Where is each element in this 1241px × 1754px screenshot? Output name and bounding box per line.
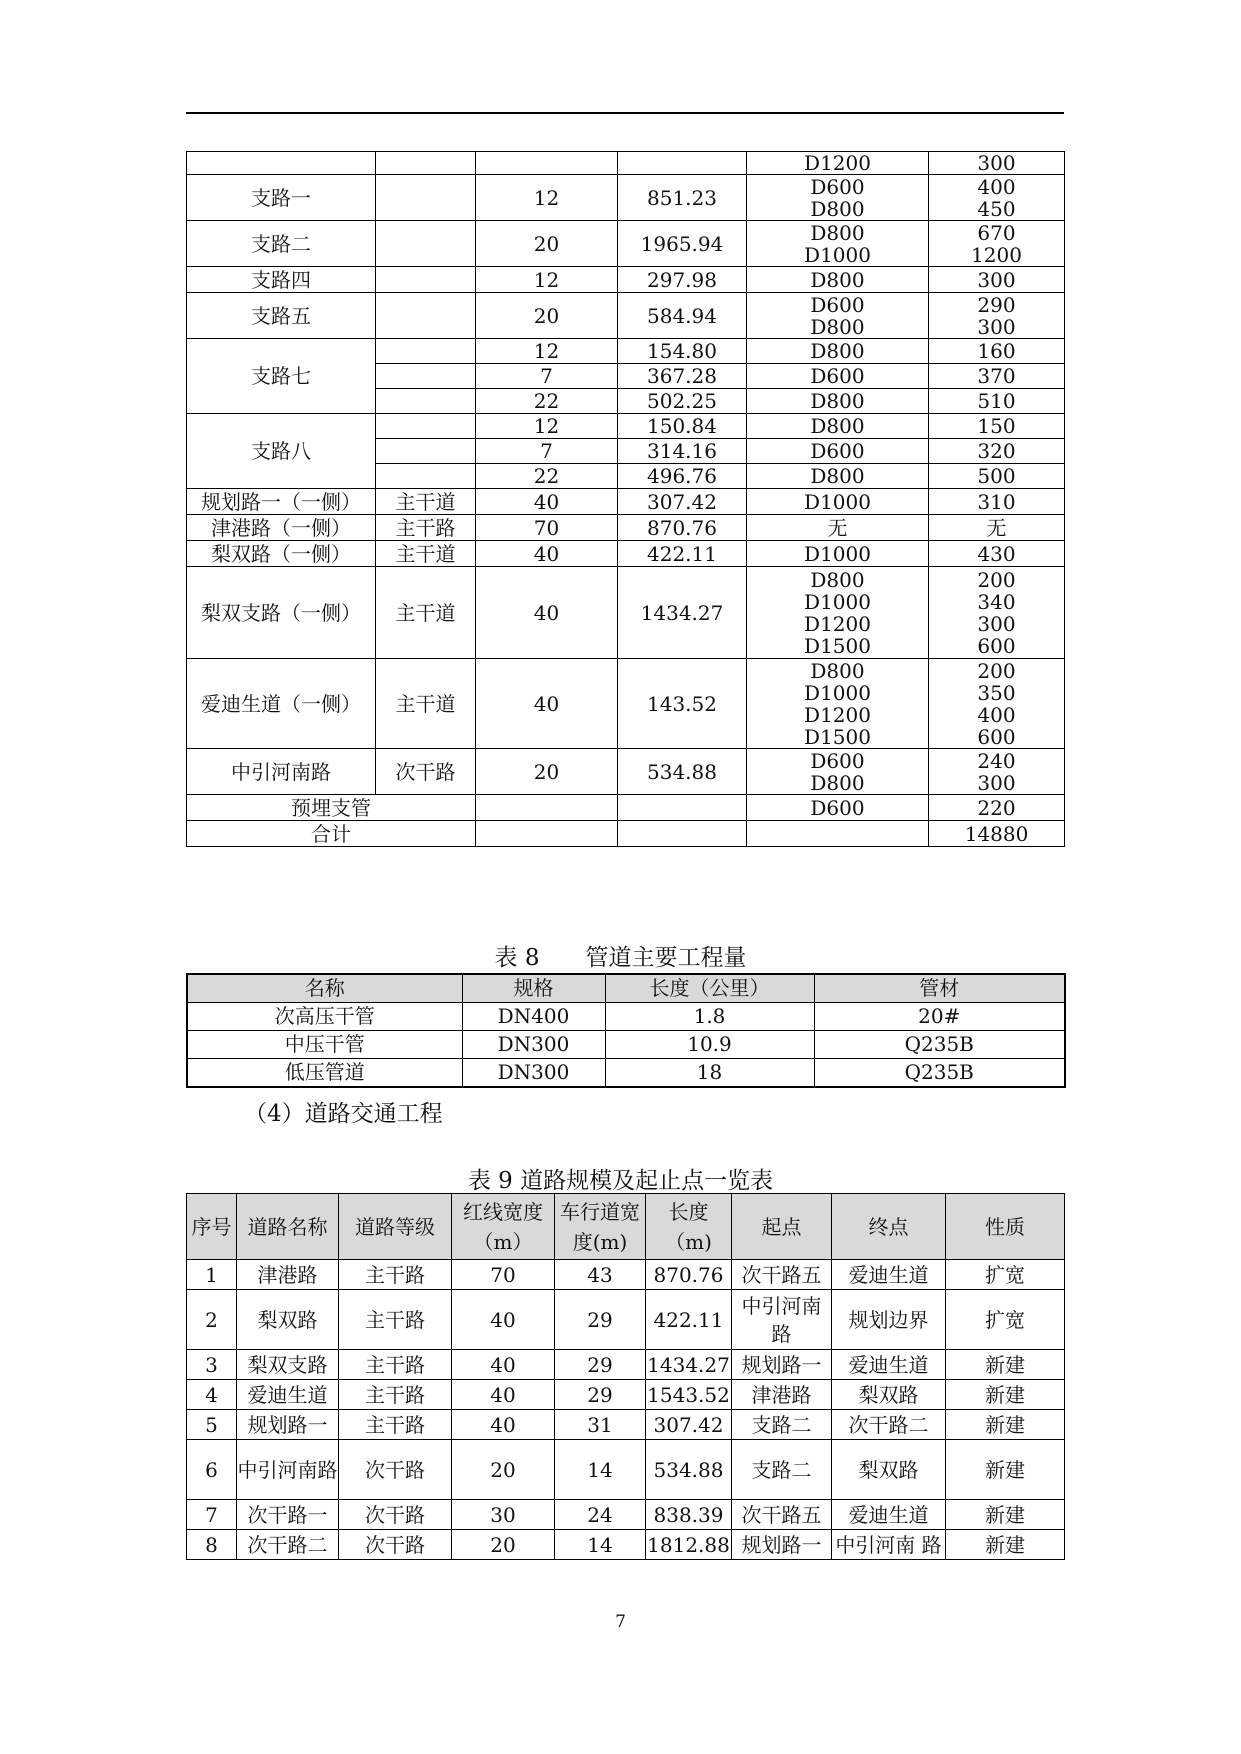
pipe-spec-cell: D1000 (747, 541, 929, 567)
table-row (187, 1003, 1065, 1031)
column-header: 管材 (814, 974, 1065, 1003)
pipe-qty-cell: 200 340 300 600 (929, 567, 1065, 659)
road-name-cell: 支路七 (187, 339, 376, 414)
road-name-cell: 支路五 (187, 293, 376, 339)
table-cell: 4 (187, 1380, 237, 1410)
road-type-cell (376, 221, 476, 267)
table-cell: 40 (452, 1290, 555, 1350)
table-cell: 梨双支路 (237, 1350, 339, 1380)
pipe-qty-cell: 400 450 (929, 175, 1065, 221)
pipe-qty-cell: 160 (929, 339, 1065, 364)
table-cell: 扩宽 (946, 1290, 1065, 1350)
road-name-cell: 支路二 (187, 221, 376, 267)
road-type-cell (376, 267, 476, 293)
column-header: 车行道宽度(m) (555, 1194, 646, 1260)
pipe-spec-cell (747, 821, 929, 847)
table-row (187, 1410, 1065, 1440)
table-cell: 新建 (946, 1410, 1065, 1440)
pipe-spec-cell: D800 (747, 389, 929, 414)
table-row (187, 1059, 1065, 1088)
width-cell: 7 (476, 364, 618, 389)
table9-caption: 表 9 道路规模及起止点一览表 (467, 1168, 774, 1194)
width-cell: 22 (476, 389, 618, 414)
length-cell: 314.16 (618, 439, 747, 464)
table-row (187, 567, 1065, 659)
pipe-spec-cell: D600 D800 (747, 293, 929, 339)
road-type-cell (376, 389, 476, 414)
length-cell: 307.42 (618, 489, 747, 515)
table-cell: 次干路 (339, 1530, 452, 1560)
table-cell: 梨双路 (832, 1440, 946, 1500)
length-cell: 1434.27 (618, 567, 747, 659)
length-cell: 422.11 (618, 541, 747, 567)
table-cell: 新建 (946, 1530, 1065, 1560)
table-cell: 6 (187, 1440, 237, 1500)
pipe-qty-cell: 370 (929, 364, 1065, 389)
page-number: 7 (615, 1612, 626, 1632)
table-cell: 534.88 (646, 1440, 732, 1500)
table-cell: 422.11 (646, 1290, 732, 1350)
width-cell: 20 (476, 293, 618, 339)
table-cell: 低压管道 (187, 1059, 462, 1088)
table-row (187, 821, 1065, 847)
table-row (187, 175, 1065, 221)
road-name-cell: 支路四 (187, 267, 376, 293)
road-type-cell (376, 293, 476, 339)
table-cell: 307.42 (646, 1410, 732, 1440)
table-row (187, 339, 1065, 364)
table-cell: 爱迪生道 (832, 1350, 946, 1380)
table-row (187, 1380, 1065, 1410)
table-cell: Q235B (814, 1031, 1065, 1059)
table-cell: 次干路五 (732, 1260, 832, 1290)
table-row (187, 267, 1065, 293)
road-name-cell: 中引河南路 (187, 749, 376, 795)
pipe-spec-cell: D600 (747, 439, 929, 464)
road-type-cell: 主干道 (376, 541, 476, 567)
width-cell: 40 (476, 541, 618, 567)
column-header: 长度（m) (646, 1194, 732, 1260)
table-cell: 40 (452, 1380, 555, 1410)
table-cell: 40 (452, 1350, 555, 1380)
table-cell: 1812.88 (646, 1530, 732, 1560)
header-rule (186, 112, 1064, 114)
table-cell: DN400 (462, 1003, 605, 1031)
road-type-cell (376, 152, 476, 175)
table-cell: 40 (452, 1410, 555, 1440)
column-header: 规格 (462, 974, 605, 1003)
table-cell: 次高压干管 (187, 1003, 462, 1031)
pipe-qty-cell: 510 (929, 389, 1065, 414)
width-cell (476, 821, 618, 847)
pipe-spec-cell: D800 (747, 339, 929, 364)
table-cell: 70 (452, 1260, 555, 1290)
road-type-cell (376, 439, 476, 464)
road-type-cell (376, 414, 476, 439)
pipe-qty-cell: 240 300 (929, 749, 1065, 795)
table-cell: 梨双路 (237, 1290, 339, 1350)
pipe-spec-cell: D600 (747, 795, 929, 821)
length-cell: 154.80 (618, 339, 747, 364)
pipe-qty-cell: 220 (929, 795, 1065, 821)
road-type-cell (376, 175, 476, 221)
table-cell: 838.39 (646, 1500, 732, 1530)
width-cell: 40 (476, 489, 618, 515)
road-name-cell: 规划路一（一侧） (187, 489, 376, 515)
length-cell: 534.88 (618, 749, 747, 795)
table-cell: 主干路 (339, 1350, 452, 1380)
table-row (187, 1290, 1065, 1350)
length-cell (618, 795, 747, 821)
width-cell: 7 (476, 439, 618, 464)
table-cell: DN300 (462, 1059, 605, 1088)
table-cell: 扩宽 (946, 1260, 1065, 1290)
column-header: 终点 (832, 1194, 946, 1260)
table-cell: 新建 (946, 1440, 1065, 1500)
length-cell: 150.84 (618, 414, 747, 439)
length-cell: 870.76 (618, 515, 747, 541)
column-header: 道路名称 (237, 1194, 339, 1260)
column-header: 名称 (187, 974, 462, 1003)
table-cell: 20# (814, 1003, 1065, 1031)
table-cell: 2 (187, 1290, 237, 1350)
column-header: 起点 (732, 1194, 832, 1260)
table-cell: 中引河南路 (237, 1440, 339, 1500)
table-row (187, 795, 1065, 821)
table-cell: 次干路 (339, 1440, 452, 1500)
pipe-spec-cell: D600 D800 (747, 175, 929, 221)
table-cell: 规划边界 (832, 1290, 946, 1350)
table-cell: 29 (555, 1380, 646, 1410)
width-cell: 22 (476, 464, 618, 489)
pipe-qty-cell: 150 (929, 414, 1065, 439)
table-header-row (187, 1194, 1065, 1260)
table-row (187, 541, 1065, 567)
table-cell: 中引河南 路 (832, 1530, 946, 1560)
road-type-cell (376, 339, 476, 364)
table-row (187, 659, 1065, 749)
pipe-qty-cell: 300 (929, 267, 1065, 293)
table-cell: 14 (555, 1530, 646, 1560)
table-cell: 新建 (946, 1380, 1065, 1410)
table-cell: 1 (187, 1260, 237, 1290)
width-cell: 12 (476, 339, 618, 364)
road-scale-table (186, 1193, 1065, 1560)
table-cell: 20 (452, 1440, 555, 1500)
pipe-qty-cell: 670 1200 (929, 221, 1065, 267)
table-cell: 29 (555, 1290, 646, 1350)
table-row (187, 749, 1065, 795)
column-header: 性质 (946, 1194, 1065, 1260)
length-cell (618, 152, 747, 175)
width-cell: 12 (476, 414, 618, 439)
table-cell: 18 (605, 1059, 814, 1088)
table-cell: 次干路五 (732, 1500, 832, 1530)
table-cell: 次干路二 (832, 1410, 946, 1440)
table-cell: 主干路 (339, 1260, 452, 1290)
table-cell: 870.76 (646, 1260, 732, 1290)
pipe-qty-cell: 300 (929, 152, 1065, 175)
table-cell: 次干路 (339, 1500, 452, 1530)
pipe-spec-cell: D800 (747, 267, 929, 293)
table-cell: 中压干管 (187, 1031, 462, 1059)
table-cell: 43 (555, 1260, 646, 1290)
pipe-spec-cell: D800 (747, 414, 929, 439)
column-header: 序号 (187, 1194, 237, 1260)
table-cell: 29 (555, 1350, 646, 1380)
table-row (187, 152, 1065, 175)
table-cell: 30 (452, 1500, 555, 1530)
road-type-cell (376, 464, 476, 489)
table-row (187, 221, 1065, 267)
table-cell: 3 (187, 1350, 237, 1380)
width-cell: 20 (476, 221, 618, 267)
road-type-cell: 主干路 (376, 515, 476, 541)
table-cell: 爱迪生道 (832, 1260, 946, 1290)
width-cell: 12 (476, 267, 618, 293)
pipe-qty-cell: 310 (929, 489, 1065, 515)
table-cell: 规划路一 (732, 1350, 832, 1380)
pipe-spec-cell: 无 (747, 515, 929, 541)
length-cell (618, 821, 747, 847)
width-cell: 20 (476, 749, 618, 795)
table-cell: 5 (187, 1410, 237, 1440)
table-row (187, 1350, 1065, 1380)
road-type-cell: 主干道 (376, 659, 476, 749)
pipe-qty-cell: 14880 (929, 821, 1065, 847)
column-header: 道路等级 (339, 1194, 452, 1260)
pipe-spec-cell: D600 (747, 364, 929, 389)
table-cell: 中引河南路 (732, 1290, 832, 1350)
table-row (187, 293, 1065, 339)
width-cell: 40 (476, 659, 618, 749)
pipeline-quantity-table (186, 973, 1066, 1088)
table8-caption: 表 8 管道主要工程量 (494, 945, 747, 971)
table-row (187, 1530, 1065, 1560)
pipe-network-table (186, 151, 1065, 847)
width-cell (476, 152, 618, 175)
table-cell: 8 (187, 1530, 237, 1560)
table-cell: 津港路 (237, 1260, 339, 1290)
table-cell: 1.8 (605, 1003, 814, 1031)
column-header: 红线宽度（m） (452, 1194, 555, 1260)
table-cell: 新建 (946, 1350, 1065, 1380)
road-name-cell: 合计 (187, 821, 476, 847)
width-cell: 70 (476, 515, 618, 541)
table-row (187, 1440, 1065, 1500)
column-header: 长度（公里） (605, 974, 814, 1003)
table-cell: 梨双路 (832, 1380, 946, 1410)
road-name-cell: 爱迪生道（一侧） (187, 659, 376, 749)
table-row (187, 489, 1065, 515)
width-cell: 12 (476, 175, 618, 221)
width-cell: 40 (476, 567, 618, 659)
table-row (187, 414, 1065, 439)
length-cell: 851.23 (618, 175, 747, 221)
road-name-cell: 支路一 (187, 175, 376, 221)
road-type-cell: 主干道 (376, 489, 476, 515)
length-cell: 496.76 (618, 464, 747, 489)
table-cell: 1434.27 (646, 1350, 732, 1380)
table-cell: 主干路 (339, 1380, 452, 1410)
width-cell (476, 795, 618, 821)
road-name-cell: 津港路（一侧） (187, 515, 376, 541)
road-name-cell: 梨双支路（一侧） (187, 567, 376, 659)
table-cell: 次干路二 (237, 1530, 339, 1560)
table-cell: 主干路 (339, 1410, 452, 1440)
pipe-qty-cell: 430 (929, 541, 1065, 567)
road-name-cell: 支路八 (187, 414, 376, 489)
table-cell: 24 (555, 1500, 646, 1530)
road-type-cell: 次干路 (376, 749, 476, 795)
section-heading: （4）道路交通工程 (244, 1101, 443, 1127)
pipe-spec-cell: D1000 (747, 489, 929, 515)
length-cell: 297.98 (618, 267, 747, 293)
road-name-cell (187, 152, 376, 175)
table-cell: 规划路一 (237, 1410, 339, 1440)
length-cell: 367.28 (618, 364, 747, 389)
pipe-qty-cell: 290 300 (929, 293, 1065, 339)
pipe-spec-cell: D800 D1000 (747, 221, 929, 267)
table-cell: 1543.52 (646, 1380, 732, 1410)
table-cell: 爱迪生道 (832, 1500, 946, 1530)
length-cell: 502.25 (618, 389, 747, 414)
pipe-qty-cell: 500 (929, 464, 1065, 489)
table-row (187, 1500, 1065, 1530)
table-cell: 次干路一 (237, 1500, 339, 1530)
pipe-qty-cell: 无 (929, 515, 1065, 541)
table-cell: 新建 (946, 1500, 1065, 1530)
table-cell: 津港路 (732, 1380, 832, 1410)
pipe-spec-cell: D600 D800 (747, 749, 929, 795)
table-row (187, 515, 1065, 541)
pipe-qty-cell: 320 (929, 439, 1065, 464)
table-cell: Q235B (814, 1059, 1065, 1088)
table-cell: 支路二 (732, 1440, 832, 1500)
road-type-cell (376, 364, 476, 389)
pipe-spec-cell: D800 (747, 464, 929, 489)
table-row (187, 1260, 1065, 1290)
table-cell: 31 (555, 1410, 646, 1440)
table-cell: 主干路 (339, 1290, 452, 1350)
road-name-cell: 预埋支管 (187, 795, 476, 821)
table-cell: DN300 (462, 1031, 605, 1059)
table-row (187, 1031, 1065, 1059)
table-cell: 规划路一 (732, 1530, 832, 1560)
length-cell: 143.52 (618, 659, 747, 749)
pipe-qty-cell: 200 350 400 600 (929, 659, 1065, 749)
table-header-row (187, 974, 1065, 1003)
table-cell: 10.9 (605, 1031, 814, 1059)
pipe-spec-cell: D800 D1000 D1200 D1500 (747, 659, 929, 749)
table-cell: 20 (452, 1530, 555, 1560)
length-cell: 1965.94 (618, 221, 747, 267)
pipe-spec-cell: D1200 (747, 152, 929, 175)
road-type-cell: 主干道 (376, 567, 476, 659)
table-cell: 支路二 (732, 1410, 832, 1440)
table-cell: 7 (187, 1500, 237, 1530)
table-cell: 14 (555, 1440, 646, 1500)
road-name-cell: 梨双路（一侧） (187, 541, 376, 567)
length-cell: 584.94 (618, 293, 747, 339)
pipe-spec-cell: D800 D1000 D1200 D1500 (747, 567, 929, 659)
table-cell: 爱迪生道 (237, 1380, 339, 1410)
